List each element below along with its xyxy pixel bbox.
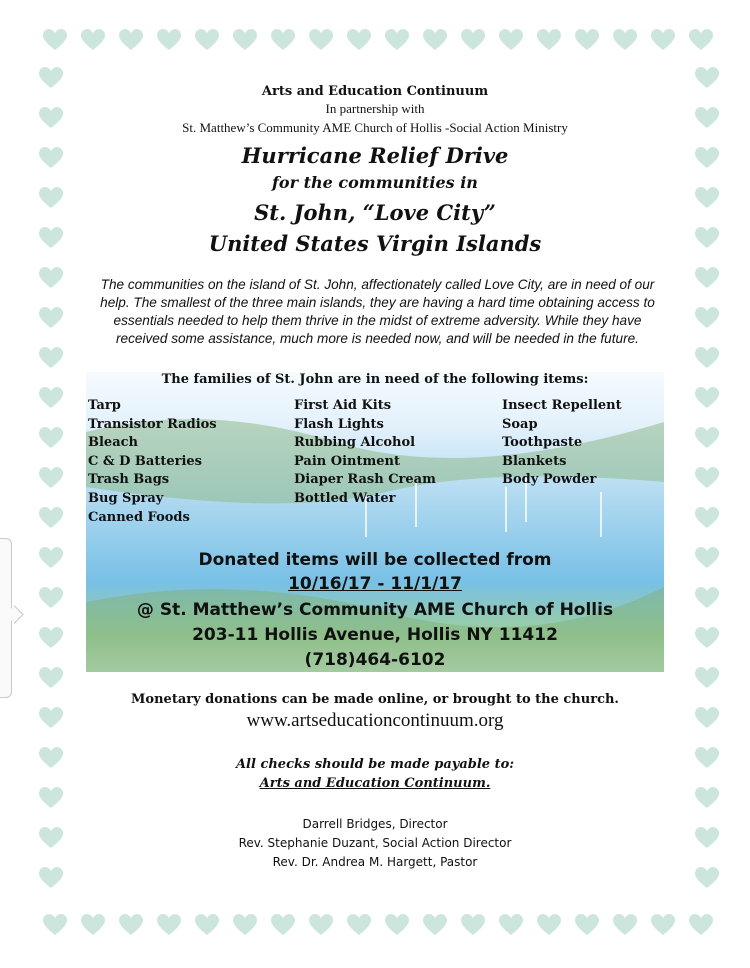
heart-icon <box>38 346 64 370</box>
list-item: Rubbing Alcohol <box>294 435 416 451</box>
heart-icon <box>694 306 720 330</box>
heart-icon <box>232 28 258 52</box>
website-link[interactable]: www.artseducationcontinuum.org <box>246 710 504 731</box>
heart-icon <box>536 913 562 937</box>
heart-icon <box>688 28 714 52</box>
heart-icon <box>574 913 600 937</box>
list-item: Flash Lights <box>294 416 384 432</box>
heart-icon <box>42 913 68 937</box>
heart-icon <box>118 913 144 937</box>
heart-icon <box>308 913 334 937</box>
items-column-3 <box>502 397 622 490</box>
heart-icon <box>346 913 372 937</box>
list-item: Diaper Rash Cream <box>294 472 436 488</box>
heart-icon <box>612 913 638 937</box>
heart-icon <box>694 426 720 450</box>
heart-icon <box>694 506 720 530</box>
list-item: Bleach <box>88 435 138 451</box>
partnership-line: In partnership with <box>325 101 425 116</box>
heart-icon <box>384 913 410 937</box>
heart-icon <box>38 506 64 530</box>
list-item: Toothpaste <box>502 435 583 451</box>
church-line: St. Matthew’s Community AME Church of Hollis -Social Action Ministry <box>182 120 568 135</box>
monetary-note: Monetary donations can be made online, or brought to the church. <box>131 692 619 707</box>
heart-icon <box>694 866 720 890</box>
heart-icon <box>650 913 676 937</box>
heart-icon <box>694 466 720 490</box>
list-item: Canned Foods <box>88 509 190 525</box>
heart-icon <box>42 28 68 52</box>
heart-icon <box>460 28 486 52</box>
list-item: Blankets <box>502 453 567 469</box>
title-line-2: for the communities in <box>272 173 478 192</box>
title-line-4: United States Virgin Islands <box>208 231 542 256</box>
heart-icon <box>270 913 296 937</box>
title-line-3: St. John, “Love City” <box>254 200 496 225</box>
heart-icon <box>498 28 524 52</box>
heart-icon <box>38 466 64 490</box>
collection-dates: 10/16/17 - 11/1/17 <box>288 574 462 594</box>
org-name: Arts and Education Continuum <box>261 84 489 99</box>
heart-icon <box>80 913 106 937</box>
heart-icon <box>38 266 64 290</box>
collection-phone: (718)464-6102 <box>304 650 446 670</box>
heart-icon <box>536 28 562 52</box>
heart-icon <box>384 28 410 52</box>
list-item: Bug Spray <box>88 490 164 506</box>
list-item: Soap <box>502 416 538 432</box>
heart-icon <box>612 28 638 52</box>
list-item: First Aid Kits <box>294 398 392 413</box>
heart-icon <box>694 346 720 370</box>
heart-icon <box>498 913 524 937</box>
list-item: Bottled Water <box>294 490 396 506</box>
list-item: Tarp <box>88 398 121 413</box>
heart-icon <box>156 913 182 937</box>
heart-icon <box>38 386 64 410</box>
heart-icon <box>688 913 714 937</box>
signatory: Rev. Dr. Andrea M. Hargett, Pastor <box>272 855 478 869</box>
list-item: Trash Bags <box>88 472 170 488</box>
collection-heading: Donated items will be collected from <box>198 550 552 570</box>
items-column-1 <box>88 397 217 527</box>
heart-icon <box>38 426 64 450</box>
heart-icon <box>460 913 486 937</box>
heart-icon <box>38 866 64 890</box>
list-item: Pain Ointment <box>294 453 400 469</box>
heart-icon <box>308 28 334 52</box>
checks-payee: Arts and Education Continuum. <box>259 776 491 791</box>
checks-note: All checks should be made payable to: <box>235 757 515 772</box>
heart-icon <box>574 28 600 52</box>
heart-icon <box>346 28 372 52</box>
heart-icon <box>422 913 448 937</box>
list-item: C & D Batteries <box>88 453 203 469</box>
heart-icon <box>422 28 448 52</box>
list-item: Insect Repellent <box>502 398 622 413</box>
heart-icon <box>38 306 64 330</box>
collection-address: 203-11 Hollis Avenue, Hollis NY 11412 <box>192 625 558 645</box>
intro-paragraph: The communities on the island of St. John, affectionately called Love City, are in need of our help. The smallest of the three main islands, they are having a hard time obtaining access to essentials needed to help them thrive in the midst of extreme adversity. While they have received some assistance, much more is needed now, and will be needed in the future. <box>100 277 655 346</box>
title-line-1: Hurricane Relief Drive <box>241 143 509 168</box>
signatory: Rev. Stephanie Duzant, Social Action Director <box>238 836 512 850</box>
signatory: Darrell Bridges, Director <box>302 817 448 831</box>
heart-icon <box>232 913 258 937</box>
needs-heading: The families of St. John are in need of the following items: <box>161 372 589 387</box>
heart-icon <box>694 266 720 290</box>
heart-icon <box>694 386 720 410</box>
heart-icon <box>118 28 144 52</box>
list-item: Transistor Radios <box>88 416 217 432</box>
heart-icon <box>156 28 182 52</box>
list-item: Body Powder <box>502 472 597 488</box>
heart-icon <box>270 28 296 52</box>
heart-icon <box>194 913 220 937</box>
heart-icon <box>194 28 220 52</box>
heart-icon <box>650 28 676 52</box>
heart-icon <box>80 28 106 52</box>
collection-location: @ St. Matthew’s Community AME Church of Hollis <box>136 600 614 620</box>
items-column-2 <box>294 397 436 509</box>
